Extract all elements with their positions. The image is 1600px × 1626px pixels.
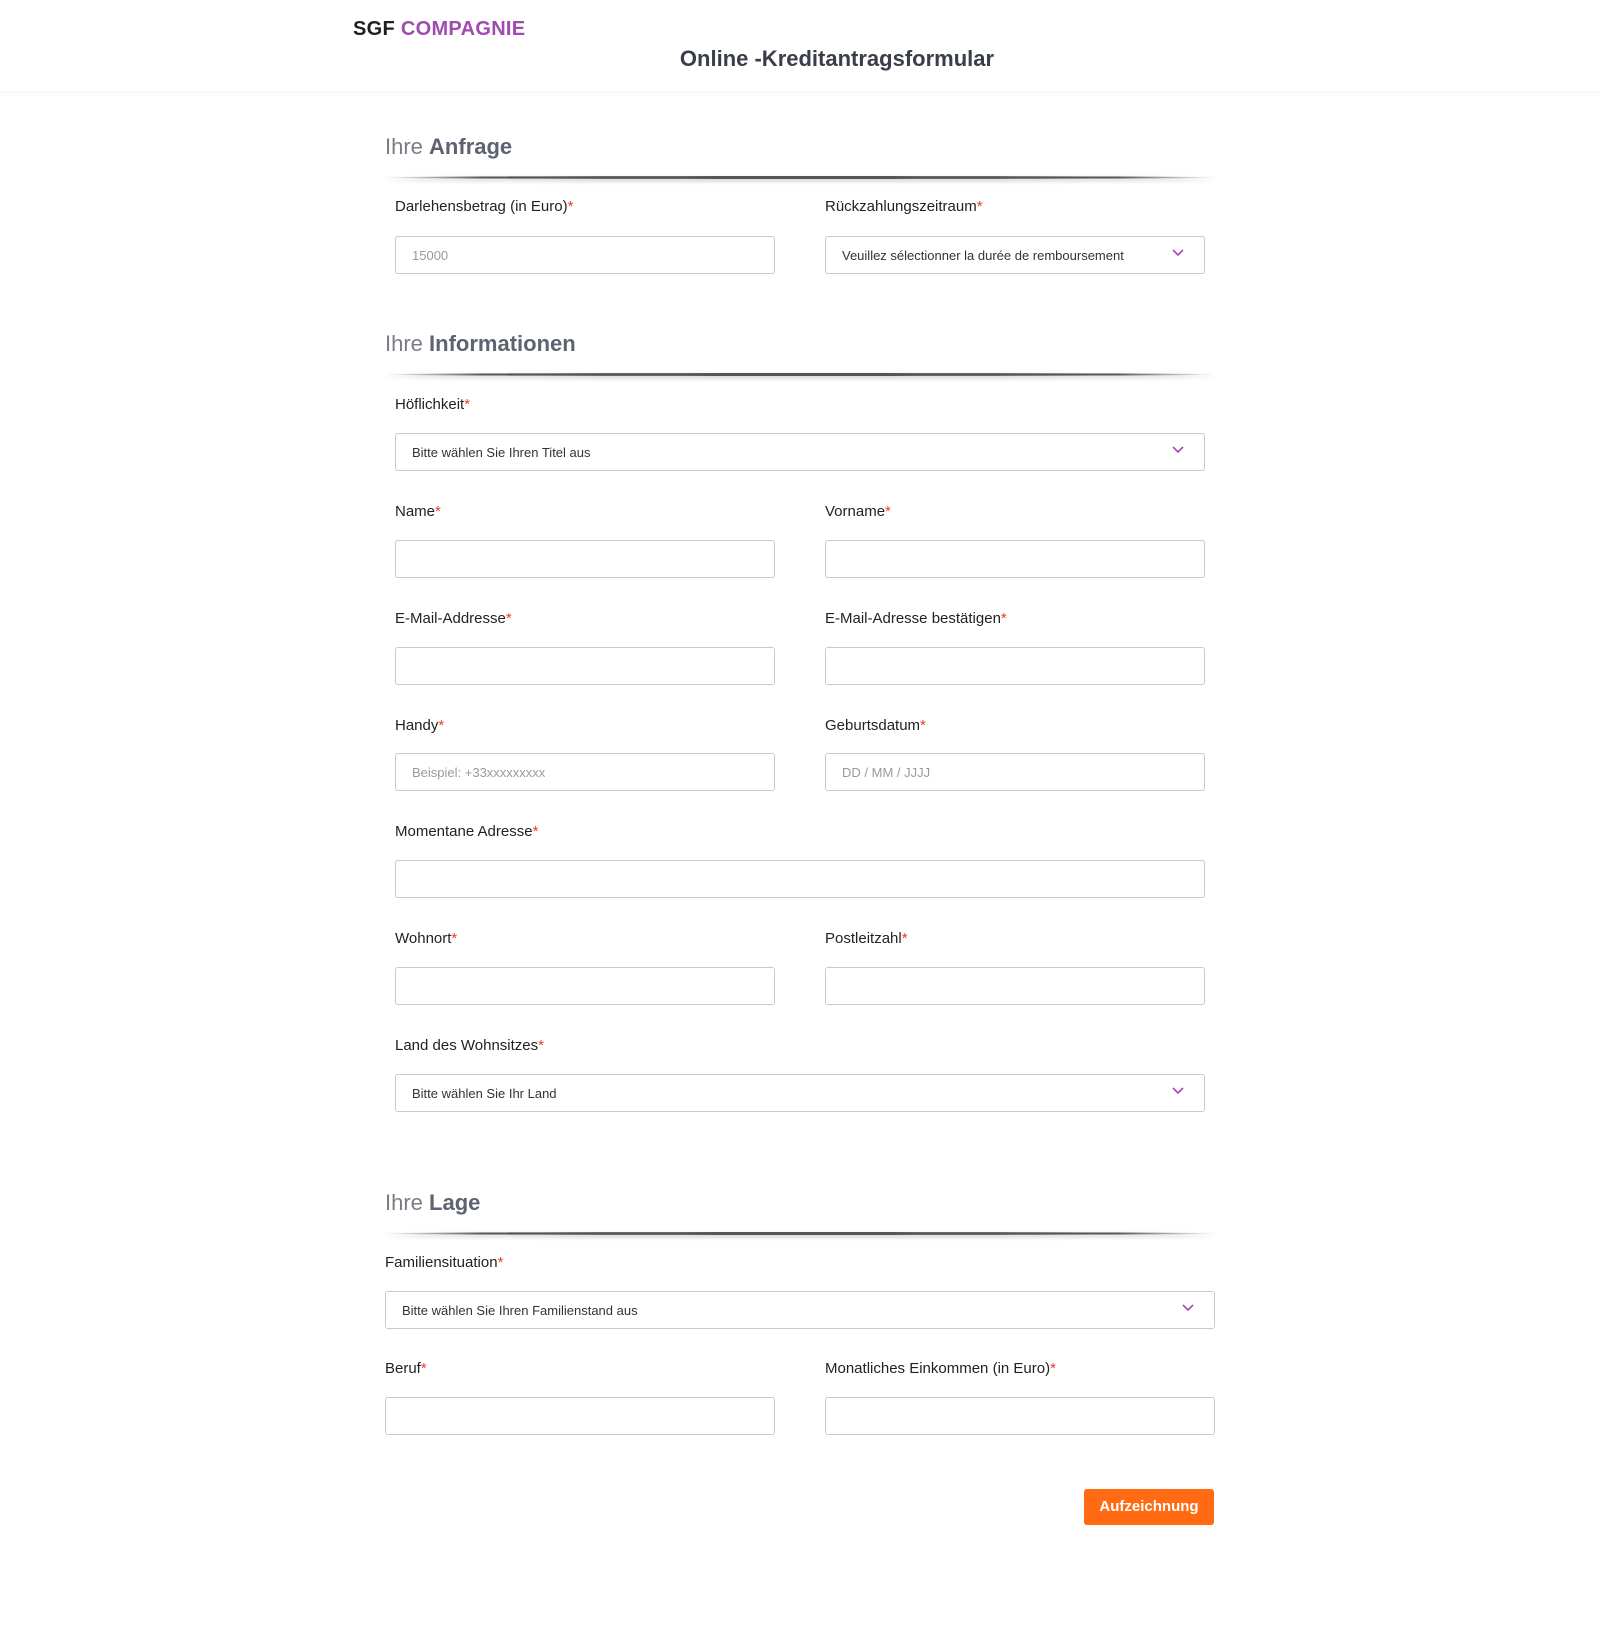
email-input[interactable] bbox=[395, 647, 775, 685]
family-status-selected: Bitte wählen Sie Ihren Familienstand aus bbox=[402, 1303, 638, 1318]
email-label bbox=[395, 610, 512, 627]
section-prefix: Ihre bbox=[385, 1190, 423, 1215]
required-marker: * bbox=[920, 717, 926, 734]
section-title-request bbox=[385, 134, 512, 160]
country-select[interactable] bbox=[395, 1074, 1205, 1112]
required-marker: * bbox=[420, 1360, 427, 1377]
label-text: E-Mail-Addresse bbox=[395, 610, 506, 627]
loan-amount-placeholder: 15000 bbox=[412, 248, 449, 263]
required-marker: * bbox=[438, 717, 445, 734]
label-text: Wohnort bbox=[395, 930, 452, 947]
birthdate-placeholder: DD / MM / JJJJ bbox=[842, 765, 931, 780]
family-status-select[interactable] bbox=[385, 1291, 1215, 1329]
section-title-information bbox=[385, 331, 576, 357]
required-marker: * bbox=[538, 1037, 544, 1054]
label-text: Darlehensbetrag (in Euro) bbox=[395, 198, 568, 215]
mobile-label bbox=[395, 717, 444, 734]
monthly-income-label bbox=[825, 1360, 1056, 1377]
email-confirm-label bbox=[825, 610, 1007, 627]
label-text: Vorname bbox=[825, 503, 886, 520]
country-label bbox=[395, 1037, 544, 1054]
monthly-income-input[interactable] bbox=[825, 1397, 1215, 1435]
repayment-period-select[interactable] bbox=[825, 236, 1205, 274]
profession-label bbox=[385, 1360, 427, 1377]
loan-amount-input[interactable] bbox=[395, 236, 775, 274]
city-input[interactable] bbox=[395, 967, 775, 1005]
label-text: Momentane Adresse bbox=[395, 823, 533, 840]
submit-button[interactable]: Aufzeichnung bbox=[1084, 1489, 1214, 1525]
section-name: Informationen bbox=[429, 331, 576, 356]
label-text: Monatliches Einkommen (in Euro) bbox=[825, 1360, 1051, 1377]
birthdate-label bbox=[825, 717, 926, 734]
address-label bbox=[395, 823, 538, 840]
city-label bbox=[395, 930, 457, 947]
required-marker: * bbox=[451, 930, 458, 947]
label-text: Rückzahlungszeitraum bbox=[825, 198, 977, 215]
email-confirm-input[interactable] bbox=[825, 647, 1205, 685]
required-marker: * bbox=[464, 396, 471, 413]
logo-part-compagnie: COMPAGNIE bbox=[400, 18, 526, 40]
country-selected: Bitte wählen Sie Ihr Land bbox=[412, 1086, 557, 1101]
label-text: Postleitzahl bbox=[825, 930, 902, 947]
page-title: Online -Kreditantragsformular bbox=[679, 46, 995, 71]
address-input[interactable] bbox=[395, 860, 1205, 898]
section-divider bbox=[385, 373, 1215, 376]
label-text: Höflichkeit bbox=[395, 396, 465, 413]
required-marker: * bbox=[885, 503, 891, 520]
required-marker: * bbox=[505, 610, 512, 627]
chevron-down-icon bbox=[1172, 247, 1184, 259]
required-marker: * bbox=[532, 823, 539, 840]
first-name-input[interactable] bbox=[825, 540, 1205, 578]
first-name-label bbox=[825, 503, 891, 520]
required-marker: * bbox=[497, 1254, 504, 1271]
section-divider bbox=[385, 176, 1215, 179]
label-text: E-Mail-Adresse bestätigen bbox=[825, 610, 1001, 627]
section-name: Lage bbox=[429, 1190, 481, 1215]
logo-part-sgf: SGF bbox=[353, 18, 396, 40]
required-marker: * bbox=[901, 930, 908, 947]
section-prefix: Ihre bbox=[385, 134, 423, 159]
section-title-situation bbox=[385, 1190, 480, 1216]
required-marker: * bbox=[435, 503, 441, 520]
politeness-select[interactable] bbox=[395, 433, 1205, 471]
label-text: Familiensituation bbox=[385, 1254, 498, 1271]
page-header bbox=[0, 0, 1600, 91]
company-logo[interactable] bbox=[353, 18, 525, 41]
section-name: Anfrage bbox=[429, 134, 513, 159]
mobile-placeholder: Beispiel: +33xxxxxxxxx bbox=[412, 765, 546, 780]
chevron-down-icon bbox=[1172, 1085, 1184, 1097]
label-text: Land des Wohnsitzes bbox=[395, 1037, 539, 1054]
required-marker: * bbox=[1050, 1360, 1056, 1377]
required-marker: * bbox=[976, 198, 983, 215]
birthdate-input[interactable] bbox=[825, 753, 1205, 791]
section-divider bbox=[385, 1232, 1215, 1235]
label-text: Name bbox=[395, 503, 436, 520]
repayment-period-selected: Veuillez sélectionner la durée de remboursement bbox=[842, 248, 1124, 263]
postal-code-label bbox=[825, 930, 908, 947]
label-text: Beruf bbox=[385, 1360, 421, 1377]
mobile-input[interactable] bbox=[395, 753, 775, 791]
label-text: Handy bbox=[395, 717, 439, 734]
chevron-down-icon bbox=[1182, 1302, 1194, 1314]
loan-amount-label bbox=[395, 198, 573, 215]
repayment-period-label bbox=[825, 198, 983, 215]
label-text: Geburtsdatum bbox=[825, 717, 921, 734]
postal-code-input[interactable] bbox=[825, 967, 1205, 1005]
politeness-selected: Bitte wählen Sie Ihren Titel aus bbox=[412, 445, 591, 460]
required-marker: * bbox=[567, 198, 574, 215]
profession-input[interactable] bbox=[385, 1397, 775, 1435]
chevron-down-icon bbox=[1172, 444, 1184, 456]
politeness-label bbox=[395, 396, 470, 413]
section-prefix: Ihre bbox=[385, 331, 423, 356]
family-status-label bbox=[385, 1254, 503, 1271]
name-input[interactable] bbox=[395, 540, 775, 578]
required-marker: * bbox=[1000, 610, 1007, 627]
name-label bbox=[395, 503, 441, 520]
